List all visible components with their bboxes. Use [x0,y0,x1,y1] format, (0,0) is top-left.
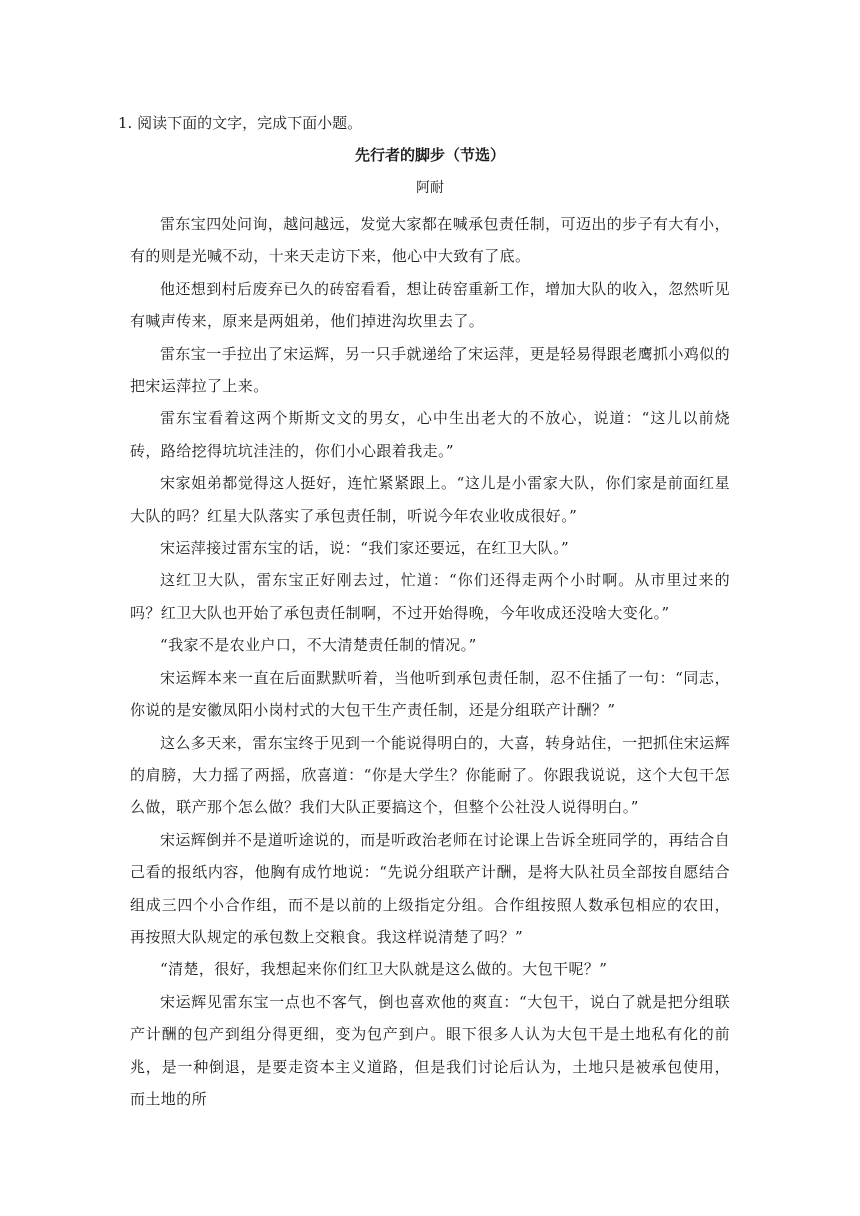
paragraph: 宋运萍接过雷东宝的话，说：“我们家还要远，在红卫大队。” [160,539,570,558]
paragraph: 宋运辉倒并不是道听途说的，而是听政治老师在讨论课上告诉全班同学的，再结合自己看的报纸内容，他胸有成竹地说：“先说分组联产计酬，是将大队社员全部按自愿结合组成三四个小合作组，而不是以前的上级指定分组。合作组按照人数承包相应的农田，再按照大队规定的承包数上交粮食。我这样说清楚了吗？” [130,830,730,946]
paragraph: 雷东宝四处问询，越问越远，发觉大家都在喊承包责任制，可迈出的步子有大有小，有的则是光喊不动，十来天走访下来，他心中大致有了底。 [130,215,730,266]
paragraph: 雷东宝一手拉出了宋运辉，另一只手就递给了宋运萍，更是轻易得跟老鹰抓小鸡似的把宋运萍拉了上来。 [130,344,730,396]
paragraph: 这红卫大队，雷东宝正好刚去过，忙道：“你们还得走两个小时啊。从市里过来的吗？红卫大队也开始了承包责任制啊，不过开始得晚，今年收成还没啥大变化。” [130,571,730,622]
paragraph: 他还想到村后废弃已久的砖窑看看，想让砖窑重新工作，增加大队的收入，忽然听见有喊声传来，原来是两姐弟，他们掉进沟坎里去了。 [130,279,730,331]
article-title: 先行者的脚步（节选） [354,146,505,164]
question-number: 1. [118,114,133,132]
paragraph: 宋运辉本来一直在后面默默听着，当他听到承包责任制，忍不住插了一句：“同志，你说的是安徽凤阳小岗村式的大包干生产责任制，还是分组联产计酬？” [130,668,730,720]
question-header [118,113,362,133]
paragraph: “清楚，很好，我想起来你们红卫大队就是这么做的。大包干呢？” [160,960,608,979]
question-instruction: 阅读下面的文字，完成下面小题。 [137,114,363,132]
paragraph: “我家不是农业户口，不大清楚责任制的情况。” [160,636,477,655]
paragraph: 雷东宝看着这两个斯斯文文的男女，心中生出老大的不放心，说道：“这儿以前烧砖，路给挖得坑坑洼洼的，你们小心跟着我走。” [130,409,730,460]
paragraph: 宋运辉见雷东宝一点也不客气，倒也喜欢他的爽直：“大包干，说白了就是把分组联产计酬的包产到组分得更细，变为包产到户。眼下很多人认为大包干是土地私有化的前兆，是一种倒退，是要走资本主义道路，但是我们讨论后认为，土地只是被承包使用，而土地的所 [130,992,730,1108]
article-author: 阿耐 [416,180,444,196]
paragraph: 这么多天来，雷东宝终于见到一个能说得明白的，大喜，转身站住，一把抓住宋运辉的肩膀，大力摇了两摇，欣喜道：“你是大学生？你能耐了。你跟我说说，这个大包干怎么做，联产那个怎么做？我们大队正要搞这个，但整个公社没人说得明白。” [130,733,730,817]
paragraph: 宋家姐弟都觉得这人挺好，连忙紧紧跟上。“这儿是小雷家大队，你们家是前面红星大队的吗？红星大队落实了承包责任制，听说今年农业收成很好。” [130,474,730,525]
article-body [130,208,730,1115]
